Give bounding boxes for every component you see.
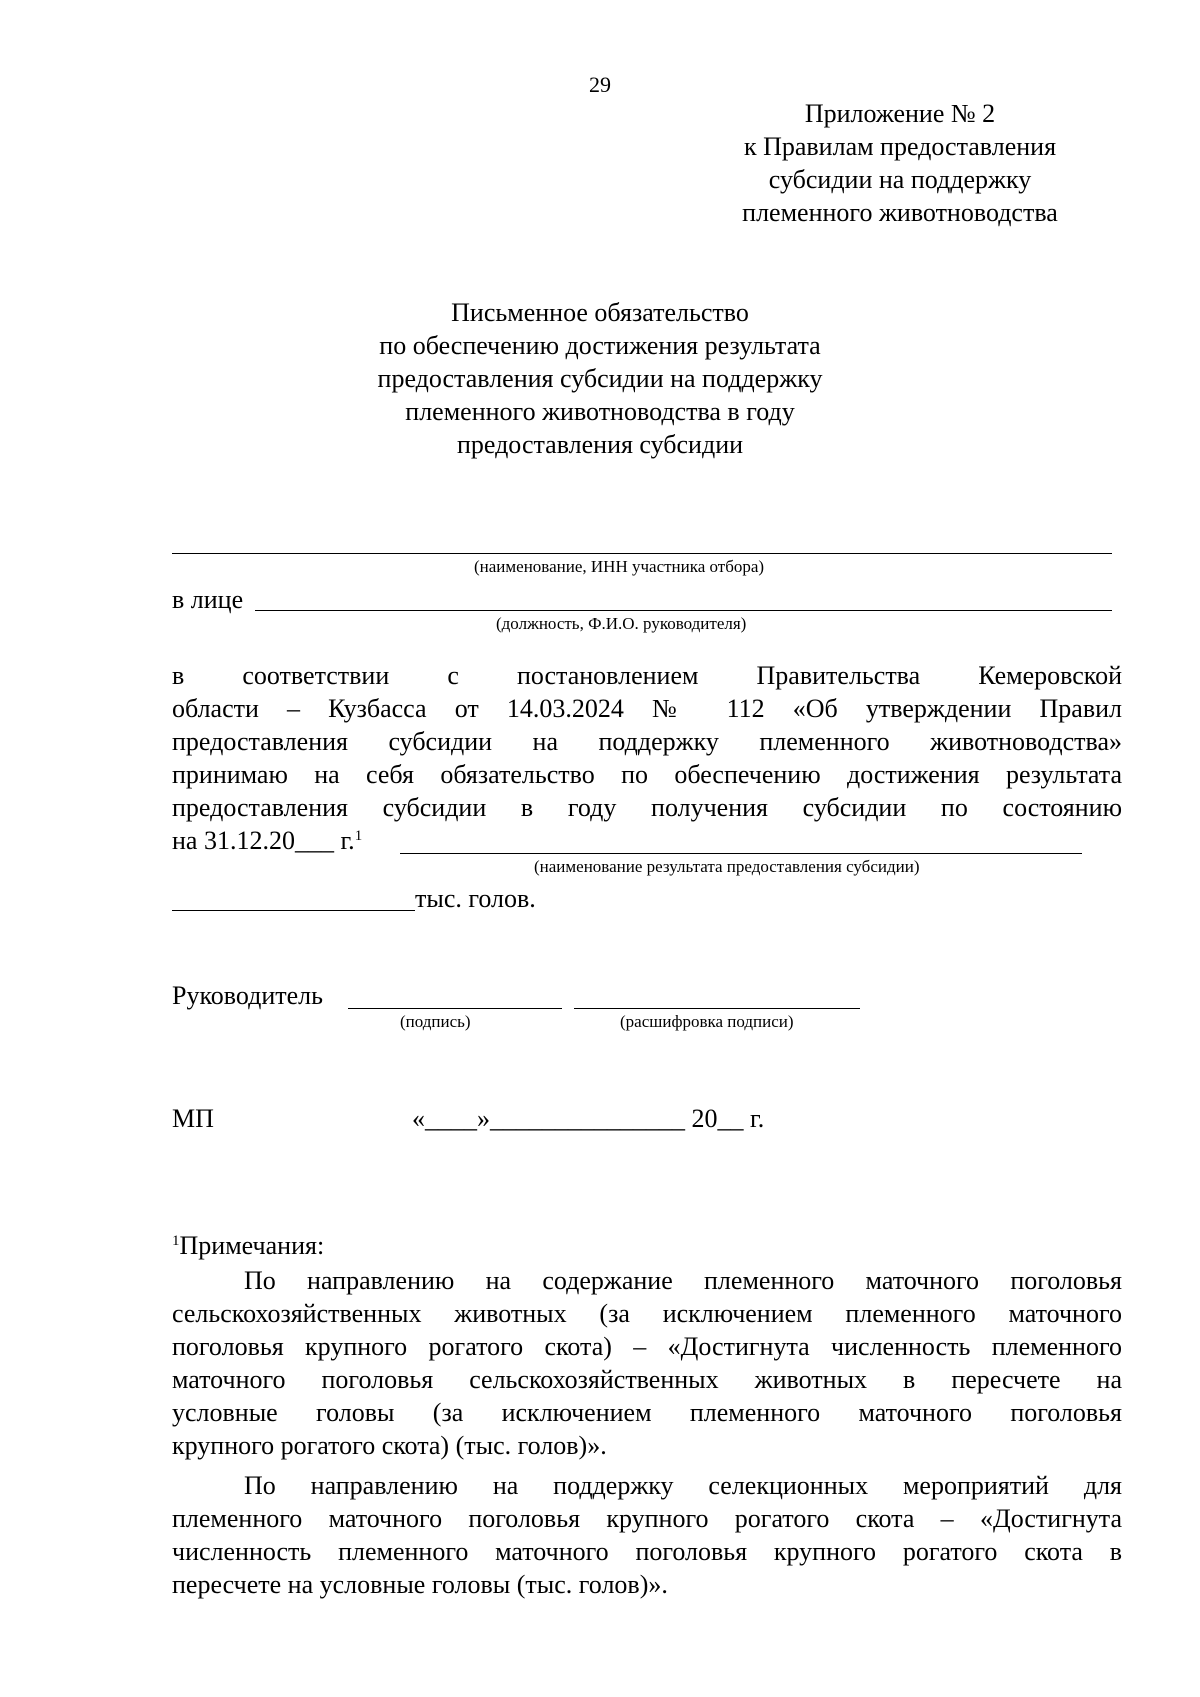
note-line: По направлению на поддержку селекционных мероприятий для [244, 1471, 1122, 1500]
document-title [0, 296, 1200, 461]
report-date-text: на 31.12.20___ г. [172, 826, 355, 855]
note-line: поголовья крупного рогатого скота) – «Достигнута численность племенного [172, 1332, 1122, 1361]
annex-line: Приложение № 2 [804, 99, 996, 128]
annex-line: к Правилам предоставления [743, 132, 1057, 161]
note-line: По направлению на содержание племенного маточного поголовья [244, 1266, 1122, 1295]
footnote-mark: 1 [354, 828, 363, 844]
decoding-caption: (расшифровка подписи) [620, 1012, 794, 1031]
note-paragraph-2 [172, 1469, 1122, 1601]
title-line: по обеспечению достижения результата [379, 331, 821, 360]
represented-by-label: в лице [172, 585, 244, 614]
notes-heading [172, 1229, 324, 1262]
note-line: крупного рогатого скота) (тыс. голов)». [172, 1431, 607, 1460]
signature-decoding-field-line[interactable] [574, 1008, 860, 1009]
annex-line: субсидии на поддержку [768, 165, 1032, 194]
note-line: сельскохозяйственных животных (за исключением племенного маточного [172, 1299, 1122, 1328]
note-line: маточного поголовья сельскохозяйственных животных в пересчете на [172, 1365, 1122, 1394]
title-line: Письменное обязательство [451, 298, 749, 327]
report-date [172, 824, 362, 857]
represented-by-caption: (должность, Ф.И.О. руководителя) [496, 614, 747, 633]
note-line: племенного маточного поголовья крупного рогатого скота – «Достигнута [172, 1504, 1122, 1533]
note-paragraph-1 [172, 1264, 1122, 1462]
stamp-label: МП [172, 1104, 214, 1133]
signature-caption: (подпись) [400, 1012, 471, 1031]
note-line: условные головы (за исключением племенного маточного поголовья [172, 1398, 1122, 1427]
head-label: Руководитель [172, 981, 323, 1010]
body-paragraph [172, 659, 1122, 824]
represented-by-field-line[interactable] [255, 610, 1112, 611]
participant-field-line[interactable] [172, 553, 1112, 554]
result-caption: (наименование результата предоставления субсидии) [534, 857, 920, 876]
body-line: области – Кузбасса от 14.03.2024 № 112 «Об утверждении Правил [172, 694, 1122, 723]
quantity-field-line[interactable] [172, 910, 415, 911]
notes-heading-text: Примечания: [179, 1231, 325, 1260]
result-field-line[interactable] [400, 853, 1082, 854]
notes-footnote-mark: 1 [172, 1233, 180, 1249]
body-line: в соответствии с постановлением Правительства Кемеровской [172, 661, 1122, 690]
signature-field-line[interactable] [348, 1008, 562, 1009]
unit-label: тыс. голов. [415, 884, 536, 913]
annex-line: племенного животноводства [742, 198, 1058, 227]
title-line: племенного животноводства в году [405, 397, 795, 426]
body-line: предоставления субсидии на поддержку племенного животноводства» [172, 727, 1122, 756]
title-line: предоставления субсидии [456, 430, 744, 459]
title-line: предоставления субсидии на поддержку [377, 364, 823, 393]
signing-date-line: «____»_______________ 20__ г. [412, 1104, 765, 1133]
participant-caption: (наименование, ИНН участника отбора) [474, 557, 765, 576]
note-line: пересчете на условные головы (тыс. голов)». [172, 1570, 668, 1599]
note-line: численность племенного маточного поголовья крупного рогатого скота в [172, 1537, 1122, 1566]
annex-header [700, 97, 1100, 229]
body-line: предоставления субсидии в году получения субсидии по состоянию [172, 793, 1122, 822]
page-number: 29 [589, 72, 611, 97]
body-line: принимаю на себя обязательство по обеспечению достижения результата [172, 760, 1122, 789]
